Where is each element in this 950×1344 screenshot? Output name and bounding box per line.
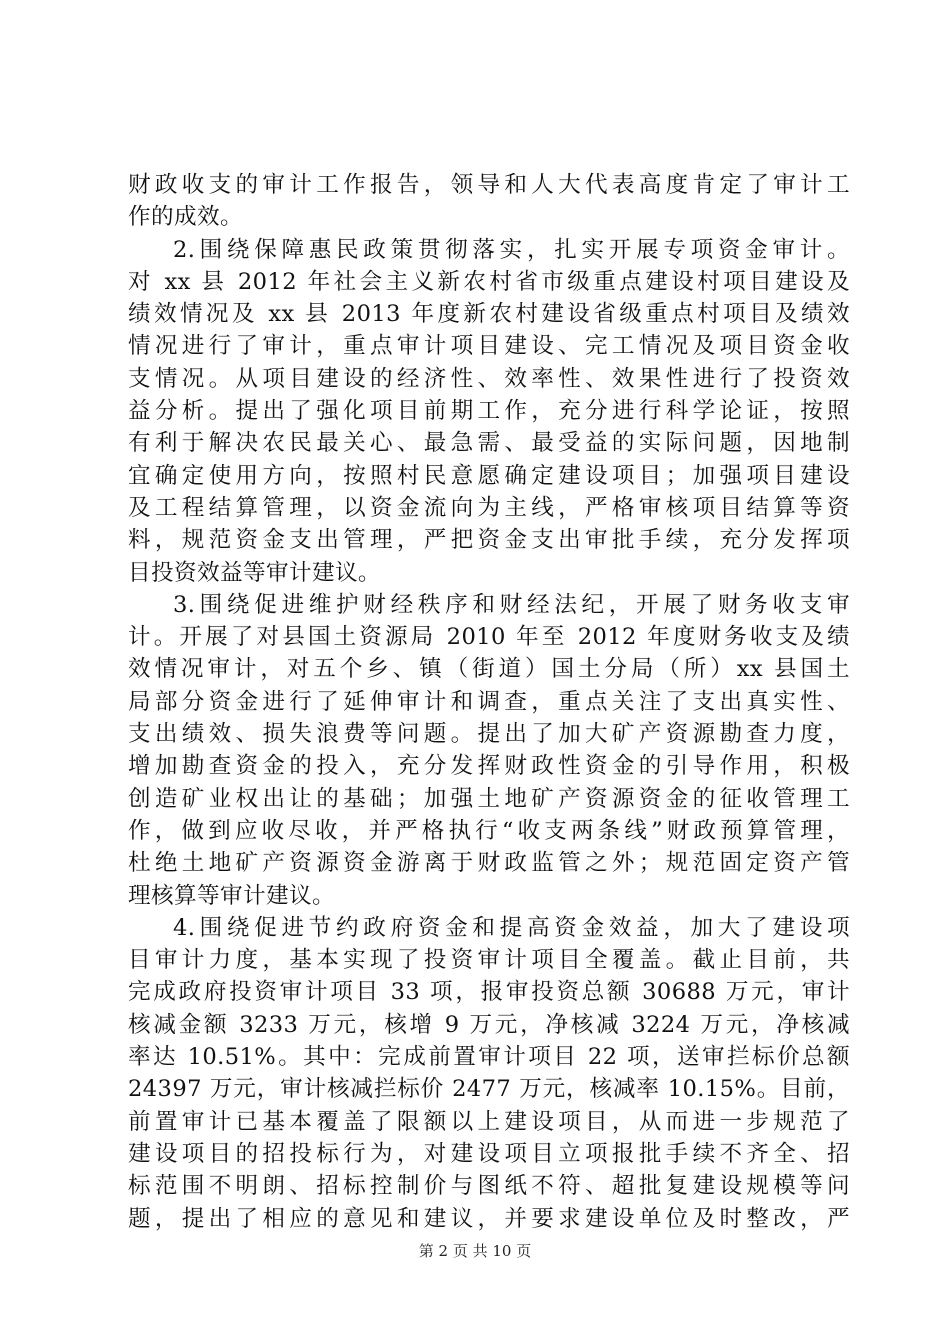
text-line: 支情况。从项目建设的经济性、效率性、效果性进行了投资效 [128, 365, 850, 392]
text-line: 料，规范资金支出管理，严把资金支出审批手续，充分发挥项 [128, 527, 850, 554]
text-line: 标范围不明朗、招标控制价与图纸不符、超批复建设规模等问 [128, 1173, 850, 1200]
paragraph-start-line: 2.围绕保障惠民政策贯彻落实，扎实开展专项资金审计。 [173, 236, 850, 263]
text-line: 题，提出了相应的意见和建议，并要求建设单位及时整改，严 [128, 1205, 850, 1232]
text-line: 率达 10.51%。其中：完成前置审计项目 22 项，送审拦标价总额 [128, 1044, 850, 1071]
text-line: 效情况审计，对五个乡、镇（街道）国土分局（所）xx 县国土 [128, 656, 850, 683]
paragraph-start-line: 4.围绕促进节约政府资金和提高资金效益，加大了建设项 [173, 914, 850, 941]
text-line: 前置审计已基本覆盖了限额以上建设项目，从而进一步规范了 [128, 1108, 850, 1135]
text-line: 情况进行了审计，重点审计项目建设、完工情况及项目资金收 [128, 333, 850, 360]
text-line: 核减金额 3233 万元，核增 9 万元，净核减 3224 万元，净核减 [128, 1011, 850, 1038]
text-line: 对 xx 县 2012 年社会主义新农村省市级重点建设村项目建设及 [128, 268, 850, 295]
text-line: 24397 万元，审计核减拦标价 2477 万元，核减率 10.15%。目前， [128, 1076, 850, 1103]
paragraph-start-line: 3.围绕促进维护财经秩序和财经法纪，开展了财务收支审 [173, 591, 850, 618]
text-line: 建设项目的招投标行为，对建设项目立项报批手续不齐全、招 [128, 1140, 850, 1167]
text-line: 有利于解决农民最关心、最急需、最受益的实际问题，因地制 [128, 430, 850, 457]
text-line: 益分析。提出了强化项目前期工作，充分进行科学论证，按照 [128, 398, 850, 425]
text-line: 绩效情况及 xx 县 2013 年度新农村建设省级重点村项目及绩效 [128, 301, 850, 328]
body-text [128, 169, 850, 1235]
text-line: 财政收支的审计工作报告，领导和人大代表高度肯定了审计工 [128, 172, 850, 198]
text-line: 目投资效益等审计建议。 [128, 559, 381, 586]
text-line: 计。开展了对县国土资源局 2010 年至 2012 年度财务收支及绩 [128, 624, 850, 651]
text-line: 目审计力度，基本实现了投资审计项目全覆盖。截止目前，共 [128, 947, 850, 974]
text-line: 局部分资金进行了延伸审计和调查，重点关注了支出真实性、 [128, 688, 850, 715]
text-line: 杜绝土地矿产资源资金游离于财政监管之外；规范固定资产管 [128, 850, 850, 877]
text-line: 作的成效。 [128, 204, 243, 231]
text-line: 及工程结算管理，以资金流向为主线，严格审核项目结算等资 [128, 494, 850, 521]
text-line: 增加勘查资金的投入，充分发挥财政性资金的引导作用，积极 [128, 753, 850, 780]
text-line: 宜确定使用方向，按照村民意愿确定建设项目；加强项目建设 [128, 462, 850, 489]
text-line: 支出绩效、损失浪费等问题。提出了加大矿产资源勘查力度， [128, 721, 850, 748]
text-line: 完成政府投资审计项目 33 项，报审投资总额 30688 万元，审计 [128, 979, 850, 1006]
text-line: 理核算等审计建议。 [128, 882, 335, 909]
text-line: 作，做到应收尽收，并严格执行“收支两条线”财政预算管理， [128, 817, 850, 844]
text-line: 创造矿业权出让的基础；加强土地矿产资源资金的征收管理工 [128, 785, 850, 812]
page-number-footer: 第 2 页 共 10 页 [418, 1242, 532, 1260]
